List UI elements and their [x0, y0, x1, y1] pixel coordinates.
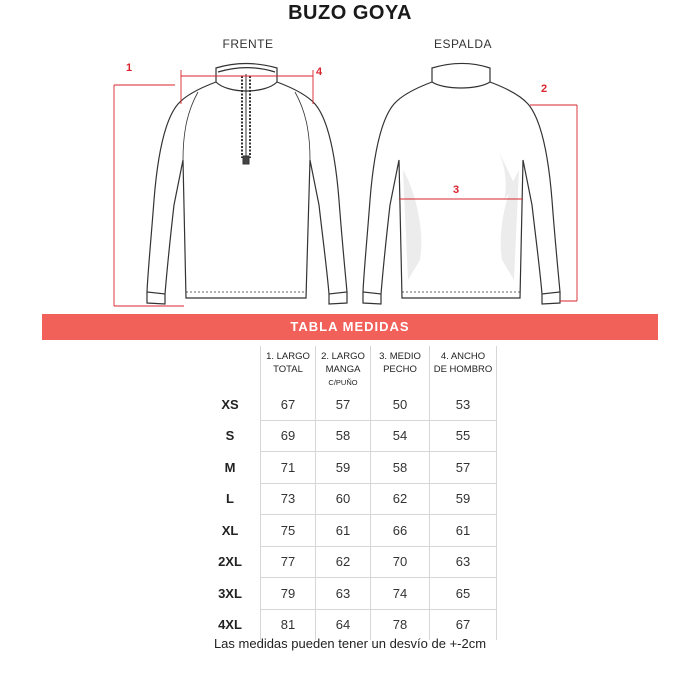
measurement-cell: 59 [316, 452, 371, 484]
measurement-cell: 66 [371, 515, 430, 547]
measurement-cell: 62 [371, 483, 430, 515]
measurement-cell: 58 [316, 420, 371, 452]
table-row [200, 578, 497, 610]
back-shading [403, 150, 519, 280]
measurement-cell: 67 [261, 389, 316, 420]
back-view-label: ESPALDA [434, 37, 492, 51]
marker-4: 4 [316, 66, 323, 78]
size-label: 3XL [218, 585, 242, 601]
column-header-line: PECHO [383, 364, 417, 375]
measurement-cell: 64 [316, 609, 371, 640]
size-label: XL [221, 522, 239, 538]
measurement-cell: 75 [261, 515, 316, 547]
table-header-row [200, 346, 497, 389]
measurement-cell: 53 [430, 389, 497, 420]
column-header-largo-total [261, 346, 316, 389]
measurement-cell: 55 [430, 420, 497, 452]
measurement-cell: 57 [430, 452, 497, 484]
size-label: M [224, 459, 236, 475]
measurement-cell: 61 [316, 515, 371, 547]
column-header-line: 4. ANCHO [440, 351, 486, 362]
measurement-cell: 57 [316, 389, 371, 420]
table-heading-bar [42, 314, 658, 340]
size-label: 4XL [218, 617, 242, 632]
measurement-cell: 61 [430, 515, 497, 547]
front-view-label: FRENTE [222, 37, 274, 51]
measurement-cell: 63 [316, 578, 371, 610]
table-row [200, 483, 497, 515]
measurement-cell: 81 [261, 609, 316, 640]
measurement-cell: 71 [261, 452, 316, 484]
measurement-cell: 59 [430, 483, 497, 515]
table-row [200, 515, 497, 547]
product-title: BUZO GOYA [288, 2, 412, 24]
marker-1: 1 [126, 62, 133, 74]
measurement-cell: 78 [371, 609, 430, 640]
garment-drawing [0, 0, 700, 312]
back-sweater-outline [363, 64, 560, 305]
marker-3: 3 [453, 184, 460, 196]
column-header-line: 1. LARGO [266, 351, 310, 362]
size-label: L [226, 491, 234, 507]
size-label: S [225, 428, 235, 444]
column-header-line: TOTAL [273, 364, 303, 375]
measurement-cell: 50 [371, 389, 430, 420]
table-row [200, 420, 497, 452]
column-header-line: 3. MEDIO [379, 351, 421, 362]
measurement-cell: 77 [261, 546, 316, 578]
column-header-line: DE HOMBRO [433, 364, 493, 375]
column-header-subline: C/PUÑO [328, 378, 358, 387]
measurement-cell: 74 [371, 578, 430, 610]
measurement-cell: 73 [261, 483, 316, 515]
table-row [200, 452, 497, 484]
size-column-header [200, 346, 261, 389]
tolerance-note: Las medidas pueden tener un desvío de +-2cm [213, 636, 487, 651]
marker-2: 2 [541, 83, 548, 95]
table-row [200, 389, 497, 420]
column-header-largo-manga [316, 346, 371, 389]
measurement-cell: 54 [371, 420, 430, 452]
measurement-cell: 65 [430, 578, 497, 610]
measurement-cell: 62 [316, 546, 371, 578]
column-header-line: MANGA [325, 364, 361, 375]
table-heading: TABLA MEDIDAS [290, 319, 410, 334]
measurement-cell: 70 [371, 546, 430, 578]
measurement-cell: 58 [371, 452, 430, 484]
size-label: XS [221, 397, 239, 412]
measurement-cell: 63 [430, 546, 497, 578]
measurement-cell: 79 [261, 578, 316, 610]
measurement-cell: 60 [316, 483, 371, 515]
measurement-cell: 67 [430, 609, 497, 640]
table-row [200, 546, 497, 578]
column-header-ancho-hombro [430, 346, 497, 389]
column-header-line: 2. LARGO [321, 351, 365, 362]
size-table [200, 346, 497, 640]
column-header-medio-pecho [371, 346, 430, 389]
front-sweater-outline [147, 64, 347, 305]
measurement-cell: 69 [261, 420, 316, 452]
zipper-drawing [242, 74, 250, 164]
size-label: 2XL [218, 554, 242, 570]
